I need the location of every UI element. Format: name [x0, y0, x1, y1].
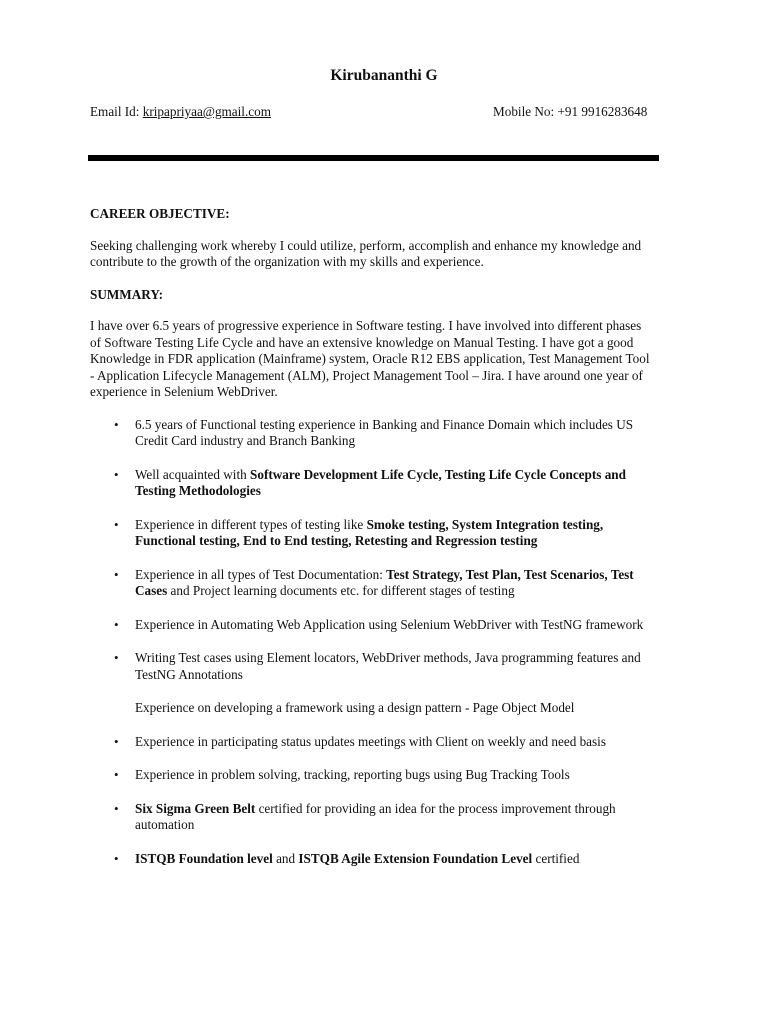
bullet-text: Experience in problem solving, tracking, reporting bugs using Bug Tracking Tools [135, 767, 570, 782]
list-item [90, 467, 680, 500]
summary-heading: SUMMARY: [90, 286, 164, 302]
bullet-text: Experience in participating status updates meetings with Client on weekly and need basis [135, 733, 606, 749]
list-item [90, 417, 680, 450]
bullet-text: and Project learning documents etc. for different stages of testing [167, 583, 515, 598]
bullet-icon: • [114, 416, 119, 432]
summary-text [90, 318, 680, 401]
skills-list [90, 417, 680, 684]
bullet-line: TestNG Annotations [135, 666, 243, 682]
skills-list-continued [90, 734, 680, 868]
bullet-text: Well acquainted with [135, 466, 251, 482]
objective-line: Seeking challenging work whereby I could utilize, perform, accomplish and enhance my knowledge and [90, 237, 642, 253]
bullet-icon: • [114, 800, 119, 816]
bullet-bold-text: Cases [135, 583, 168, 598]
bullet-text: certified for providing an idea for the process improvement through [255, 800, 616, 816]
summary-line: I have over 6.5 years of progressive experience in Software testing. I have involved into different phases [90, 318, 642, 333]
bullet-text: Experience in all types of Test Documentation: [135, 566, 387, 582]
bullet-bold-text: Six Sigma Green Belt [135, 800, 256, 816]
list-item [90, 801, 680, 834]
bullet-text: and [272, 850, 299, 866]
resume-body [90, 206, 680, 884]
bullet-line: Writing Test cases using Element locators, WebDriver methods, Java programming features and [135, 650, 641, 665]
list-item [90, 567, 680, 600]
list-item [90, 617, 680, 634]
bullet-text: certified [532, 850, 580, 866]
email-line [90, 104, 271, 121]
summary-line: experience in Selenium WebDriver. [90, 384, 278, 399]
bullet-bold-text: Functional testing, End to End testing, Retesting and Regression testing [135, 533, 538, 548]
summary-line: - Application Lifecycle Management (ALM), Project Management Tool – Jira. I have around one year of [90, 367, 643, 383]
bullet-icon: • [114, 850, 119, 866]
career-objective-text [90, 238, 680, 271]
bullet-bold-text: Smoke testing, System Integration testing, [366, 516, 604, 532]
bullet-icon: • [114, 466, 119, 482]
bullet-text: Experience in different types of testing like [135, 516, 367, 532]
bullet-icon: • [114, 616, 119, 632]
bullet-bold-text: Testing Methodologies [135, 483, 261, 498]
bullet-line: automation [135, 817, 195, 832]
bullet-bold-text: ISTQB Foundation level [135, 850, 273, 866]
bullet-bold-text: ISTQB Agile Extension Foundation Level [298, 850, 533, 866]
objective-line: contribute to the growth of the organization with my skills and experience. [90, 254, 484, 269]
list-item [90, 734, 680, 751]
list-item [90, 851, 680, 868]
bullet-icon: • [114, 566, 119, 582]
candidate-name: Kirubananthi G [330, 67, 438, 84]
email-link[interactable]: kripapriyaa@gmail.com [142, 104, 271, 119]
bullet-bold-text: Test Strategy, Test Plan, Test Scenarios, Test [386, 566, 634, 582]
bullet-bold-text: Software Development Life Cycle, Testing Life Cycle Concepts and [250, 466, 626, 482]
list-item [90, 517, 680, 550]
bullet-icon: • [114, 767, 119, 782]
list-note: Experience on developing a framework using a design pattern - Page Object Model [135, 700, 575, 715]
career-objective-heading: CAREER OBJECTIVE: [90, 206, 230, 221]
bullet-icon: • [114, 516, 119, 532]
list-item [90, 767, 680, 784]
list-item [90, 650, 680, 683]
bullet-text: Experience in Automating Web Application using Selenium WebDriver with TestNG framework [135, 616, 644, 632]
email-label: Email Id: [90, 104, 143, 119]
bullet-icon: • [114, 650, 119, 665]
summary-line: Knowledge in FDR application (Mainframe) system, Oracle R12 EBS application, Test Management Tool [90, 351, 650, 366]
bullet-line: 6.5 years of Functional testing experience in Banking and Finance Domain which includes US [135, 416, 634, 432]
summary-line: of Software Testing Life Cycle and have an extensive knowledge on Manual Testing. I have got a good [90, 334, 634, 350]
bullet-icon: • [114, 733, 119, 749]
mobile-number: Mobile No: +91 9916283648 [493, 104, 648, 119]
bullet-line: Credit Card industry and Branch Banking [135, 433, 356, 448]
header-divider [88, 155, 659, 161]
